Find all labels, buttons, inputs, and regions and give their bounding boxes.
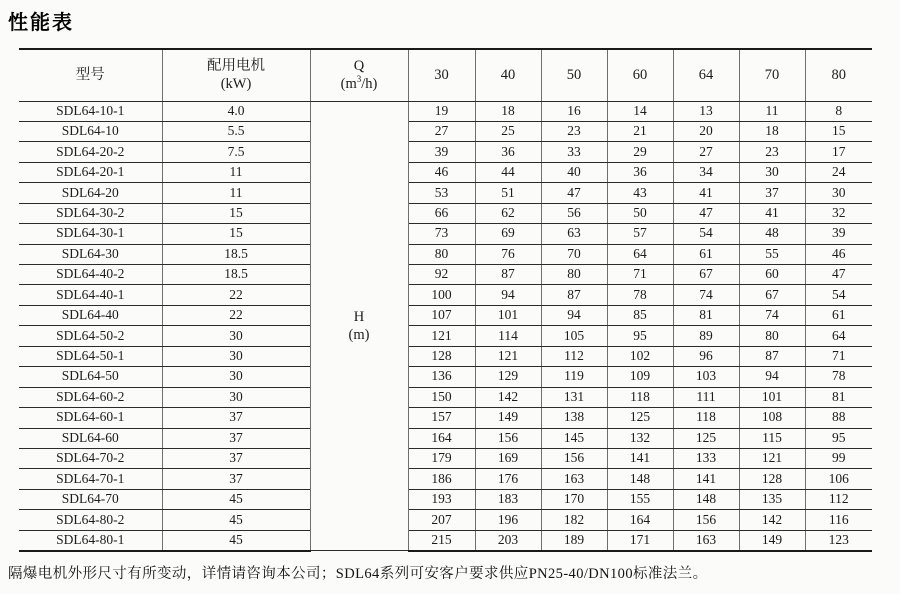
head-value-cell: 37 — [739, 183, 805, 203]
head-value-cell: 89 — [673, 326, 739, 346]
head-value-cell: 128 — [408, 346, 475, 366]
page-title: 性能表 — [8, 12, 74, 34]
model-cell: SDL64-10 — [19, 121, 162, 141]
header-model-label: 型号 — [75, 67, 105, 84]
head-value-cell: 215 — [408, 530, 475, 550]
head-value-cell: 47 — [805, 265, 872, 285]
head-value-cell: 133 — [673, 448, 739, 468]
head-value-cell: 94 — [541, 305, 607, 325]
model-cell: SDL64-10-1 — [19, 101, 162, 121]
head-value-cell: 54 — [673, 224, 739, 244]
head-value-cell: 64 — [805, 326, 872, 346]
table-row — [19, 183, 872, 203]
motor-power-cell: 7.5 — [162, 142, 310, 162]
head-value-cell: 27 — [673, 142, 739, 162]
head-value-cell: 203 — [475, 530, 541, 550]
motor-power-cell: 45 — [162, 530, 310, 550]
header-flow-value: 40 — [475, 49, 541, 101]
model-cell: SDL64-20-1 — [19, 162, 162, 182]
motor-power-cell: 11 — [162, 162, 310, 182]
motor-power-cell: 37 — [162, 469, 310, 489]
head-value-cell: 196 — [475, 510, 541, 530]
head-value-cell: 171 — [607, 530, 673, 550]
header-motor-line2: (kW) — [220, 76, 252, 93]
head-value-cell: 48 — [739, 224, 805, 244]
head-value-cell: 30 — [739, 162, 805, 182]
table-row — [19, 326, 872, 346]
model-cell: SDL64-50-1 — [19, 346, 162, 366]
motor-power-cell: 22 — [162, 285, 310, 305]
model-cell: SDL64-80-2 — [19, 510, 162, 530]
table-row — [19, 428, 872, 448]
head-value-cell: 108 — [739, 408, 805, 428]
motor-power-cell: 37 — [162, 408, 310, 428]
head-value-cell: 15 — [805, 121, 872, 141]
head-value-cell: 18 — [475, 101, 541, 121]
head-value-cell: 116 — [805, 510, 872, 530]
head-value-cell: 13 — [673, 101, 739, 121]
head-value-cell: 125 — [607, 408, 673, 428]
motor-power-cell: 18.5 — [162, 265, 310, 285]
model-cell: SDL64-20-2 — [19, 142, 162, 162]
head-value-cell: 193 — [408, 489, 475, 509]
head-value-cell: 55 — [739, 244, 805, 264]
head-value-cell: 88 — [805, 408, 872, 428]
head-value-cell: 44 — [475, 162, 541, 182]
head-value-cell: 51 — [475, 183, 541, 203]
head-value-cell: 67 — [673, 265, 739, 285]
head-value-cell: 123 — [805, 530, 872, 550]
table-row — [19, 408, 872, 428]
head-value-cell: 186 — [408, 469, 475, 489]
head-value-cell: 170 — [541, 489, 607, 509]
head-value-cell: 112 — [541, 346, 607, 366]
table-row — [19, 265, 872, 285]
head-value-cell: 142 — [739, 510, 805, 530]
head-value-cell: 64 — [607, 244, 673, 264]
head-value-cell: 142 — [475, 387, 541, 407]
head-value-cell: 157 — [408, 408, 475, 428]
head-value-cell: 102 — [607, 346, 673, 366]
head-value-cell: 103 — [673, 367, 739, 387]
table-row — [19, 162, 872, 182]
head-value-cell: 95 — [607, 326, 673, 346]
head-value-cell: 132 — [607, 428, 673, 448]
head-value-cell: 94 — [475, 285, 541, 305]
footnote: 隔爆电机外形尺寸有所变动，详情请咨询本公司；SDL64系列可安客户要求供应PN25-40/DN100标准法兰。 — [8, 566, 708, 582]
motor-power-cell: 45 — [162, 510, 310, 530]
head-value-cell: 87 — [541, 285, 607, 305]
motor-power-cell: 37 — [162, 428, 310, 448]
head-value-cell: 63 — [541, 224, 607, 244]
head-value-cell: 156 — [541, 448, 607, 468]
head-value-cell: 23 — [541, 121, 607, 141]
head-value-cell: 182 — [541, 510, 607, 530]
head-value-cell: 176 — [475, 469, 541, 489]
head-value-cell: 19 — [408, 101, 475, 121]
head-value-cell: 163 — [673, 530, 739, 550]
model-cell: SDL64-30-1 — [19, 224, 162, 244]
head-value-cell: 148 — [673, 489, 739, 509]
motor-power-cell: 30 — [162, 346, 310, 366]
table-row — [19, 305, 872, 325]
table-row — [19, 101, 872, 121]
head-value-cell: 96 — [673, 346, 739, 366]
table-row — [19, 469, 872, 489]
header-q-symbol: Q — [353, 58, 365, 75]
head-value-cell: 148 — [607, 469, 673, 489]
head-value-cell: 183 — [475, 489, 541, 509]
head-value-cell: 119 — [541, 367, 607, 387]
head-value-cell: 105 — [541, 326, 607, 346]
header-flow-value: 60 — [607, 49, 673, 101]
head-value-cell: 111 — [673, 387, 739, 407]
table-body — [19, 101, 872, 551]
head-value-cell: 32 — [805, 203, 872, 223]
head-value-cell: 70 — [541, 244, 607, 264]
table-row — [19, 387, 872, 407]
model-cell: SDL64-30-2 — [19, 203, 162, 223]
header-row — [19, 49, 872, 101]
model-cell: SDL64-60-2 — [19, 387, 162, 407]
head-value-cell: 107 — [408, 305, 475, 325]
model-cell: SDL64-40 — [19, 305, 162, 325]
head-value-cell: 21 — [607, 121, 673, 141]
head-value-cell: 189 — [541, 530, 607, 550]
head-value-cell: 76 — [475, 244, 541, 264]
head-value-cell: 118 — [673, 408, 739, 428]
model-cell: SDL64-40-1 — [19, 285, 162, 305]
head-value-cell: 109 — [607, 367, 673, 387]
head-value-cell: 114 — [475, 326, 541, 346]
head-value-cell: 47 — [541, 183, 607, 203]
head-value-cell: 125 — [673, 428, 739, 448]
motor-power-cell: 45 — [162, 489, 310, 509]
table-row — [19, 489, 872, 509]
head-value-cell: 149 — [475, 408, 541, 428]
table-row — [19, 346, 872, 366]
model-cell: SDL64-50 — [19, 367, 162, 387]
head-value-cell: 40 — [541, 162, 607, 182]
head-value-cell: 141 — [607, 448, 673, 468]
model-cell: SDL64-30 — [19, 244, 162, 264]
motor-power-cell: 37 — [162, 448, 310, 468]
model-cell: SDL64-60 — [19, 428, 162, 448]
head-value-cell: 46 — [805, 244, 872, 264]
head-value-cell: 101 — [475, 305, 541, 325]
performance-table — [19, 48, 872, 552]
model-cell: SDL64-80-1 — [19, 530, 162, 550]
head-value-cell: 150 — [408, 387, 475, 407]
head-value-cell: 39 — [805, 224, 872, 244]
head-value-cell: 66 — [408, 203, 475, 223]
head-value-cell: 115 — [739, 428, 805, 448]
head-value-cell: 136 — [408, 367, 475, 387]
head-value-cell: 131 — [541, 387, 607, 407]
head-value-cell: 17 — [805, 142, 872, 162]
head-value-cell: 11 — [739, 101, 805, 121]
header-flow-value: 80 — [805, 49, 872, 101]
head-value-cell: 56 — [541, 203, 607, 223]
head-value-cell: 149 — [739, 530, 805, 550]
head-value-cell: 74 — [673, 285, 739, 305]
model-cell: SDL64-40-2 — [19, 265, 162, 285]
head-value-cell: 29 — [607, 142, 673, 162]
head-value-cell: 169 — [475, 448, 541, 468]
head-value-cell: 164 — [408, 428, 475, 448]
motor-power-cell: 5.5 — [162, 121, 310, 141]
model-cell: SDL64-70 — [19, 489, 162, 509]
head-value-cell: 30 — [805, 183, 872, 203]
motor-power-cell: 4.0 — [162, 101, 310, 121]
head-value-cell: 78 — [805, 367, 872, 387]
head-value-cell: 57 — [607, 224, 673, 244]
table-row — [19, 530, 872, 550]
head-value-cell: 129 — [475, 367, 541, 387]
head-value-cell: 112 — [805, 489, 872, 509]
head-value-cell: 47 — [673, 203, 739, 223]
head-value-cell: 71 — [805, 346, 872, 366]
head-value-cell: 179 — [408, 448, 475, 468]
motor-power-cell: 22 — [162, 305, 310, 325]
header-model — [19, 49, 162, 101]
header-motor-line1: 配用电机 — [207, 58, 265, 75]
table-row — [19, 285, 872, 305]
motor-power-cell: 11 — [162, 183, 310, 203]
head-value-cell: 43 — [607, 183, 673, 203]
head-value-cell: 53 — [408, 183, 475, 203]
head-value-cell: 62 — [475, 203, 541, 223]
head-value-cell: 78 — [607, 285, 673, 305]
head-value-cell: 118 — [607, 387, 673, 407]
table-row — [19, 244, 872, 264]
head-value-cell: 18 — [739, 121, 805, 141]
head-value-cell: 80 — [739, 326, 805, 346]
model-cell: SDL64-60-1 — [19, 408, 162, 428]
head-value-cell: 121 — [475, 346, 541, 366]
model-cell: SDL64-50-2 — [19, 326, 162, 346]
head-value-cell: 106 — [805, 469, 872, 489]
head-value-cell: 163 — [541, 469, 607, 489]
head-value-cell: 74 — [739, 305, 805, 325]
head-value-cell: 207 — [408, 510, 475, 530]
head-value-cell: 27 — [408, 121, 475, 141]
table-row — [19, 510, 872, 530]
head-value-cell: 20 — [673, 121, 739, 141]
motor-power-cell: 30 — [162, 326, 310, 346]
head-value-cell: 8 — [805, 101, 872, 121]
head-value-cell: 39 — [408, 142, 475, 162]
table-row — [19, 367, 872, 387]
head-value-cell: 80 — [541, 265, 607, 285]
head-value-cell: 14 — [607, 101, 673, 121]
head-value-cell: 100 — [408, 285, 475, 305]
motor-power-cell: 30 — [162, 367, 310, 387]
head-value-cell: 71 — [607, 265, 673, 285]
header-flow-value: 70 — [739, 49, 805, 101]
head-unit-cell: H (m) — [310, 101, 408, 551]
head-value-cell: 145 — [541, 428, 607, 448]
head-value-cell: 41 — [739, 203, 805, 223]
model-cell: SDL64-70-2 — [19, 448, 162, 468]
header-flow-value: 30 — [408, 49, 475, 101]
head-value-cell: 94 — [739, 367, 805, 387]
table-row — [19, 121, 872, 141]
head-value-cell: 156 — [673, 510, 739, 530]
head-value-cell: 95 — [805, 428, 872, 448]
head-value-cell: 41 — [673, 183, 739, 203]
head-value-cell: 16 — [541, 101, 607, 121]
head-value-cell: 128 — [739, 469, 805, 489]
head-value-cell: 80 — [408, 244, 475, 264]
head-value-cell: 81 — [673, 305, 739, 325]
head-value-cell: 24 — [805, 162, 872, 182]
header-motor-power — [162, 49, 310, 101]
motor-power-cell: 15 — [162, 203, 310, 223]
head-value-cell: 101 — [739, 387, 805, 407]
head-value-cell: 135 — [739, 489, 805, 509]
table-row — [19, 224, 872, 244]
head-value-cell: 36 — [607, 162, 673, 182]
head-value-cell: 61 — [673, 244, 739, 264]
table-row — [19, 142, 872, 162]
motor-power-cell: 18.5 — [162, 244, 310, 264]
model-cell: SDL64-70-1 — [19, 469, 162, 489]
head-value-cell: 60 — [739, 265, 805, 285]
table-row — [19, 203, 872, 223]
header-flow-q — [310, 49, 408, 101]
head-value-cell: 156 — [475, 428, 541, 448]
header-flow-value: 64 — [673, 49, 739, 101]
head-value-cell: 36 — [475, 142, 541, 162]
head-value-cell: 69 — [475, 224, 541, 244]
head-value-cell: 85 — [607, 305, 673, 325]
head-value-cell: 121 — [408, 326, 475, 346]
head-value-cell: 50 — [607, 203, 673, 223]
head-value-cell: 61 — [805, 305, 872, 325]
head-value-cell: 164 — [607, 510, 673, 530]
motor-power-cell: 30 — [162, 387, 310, 407]
head-value-cell: 155 — [607, 489, 673, 509]
head-value-cell: 87 — [739, 346, 805, 366]
head-value-cell: 138 — [541, 408, 607, 428]
head-value-cell: 141 — [673, 469, 739, 489]
model-cell: SDL64-20 — [19, 183, 162, 203]
head-value-cell: 73 — [408, 224, 475, 244]
header-q-unit: $(m^3/h)$ — [340, 74, 378, 93]
head-value-cell: 87 — [475, 265, 541, 285]
head-value-cell: 33 — [541, 142, 607, 162]
head-value-cell: 54 — [805, 285, 872, 305]
motor-power-cell: 15 — [162, 224, 310, 244]
table-row — [19, 448, 872, 468]
head-value-cell: 25 — [475, 121, 541, 141]
head-value-cell: 92 — [408, 265, 475, 285]
head-value-cell: 121 — [739, 448, 805, 468]
head-value-cell: 67 — [739, 285, 805, 305]
head-value-cell: 34 — [673, 162, 739, 182]
head-value-cell: 46 — [408, 162, 475, 182]
head-value-cell: 23 — [739, 142, 805, 162]
q-unit-superscript: 3 — [356, 74, 362, 85]
header-flow-value: 50 — [541, 49, 607, 101]
head-value-cell: 81 — [805, 387, 872, 407]
head-value-cell: 99 — [805, 448, 872, 468]
